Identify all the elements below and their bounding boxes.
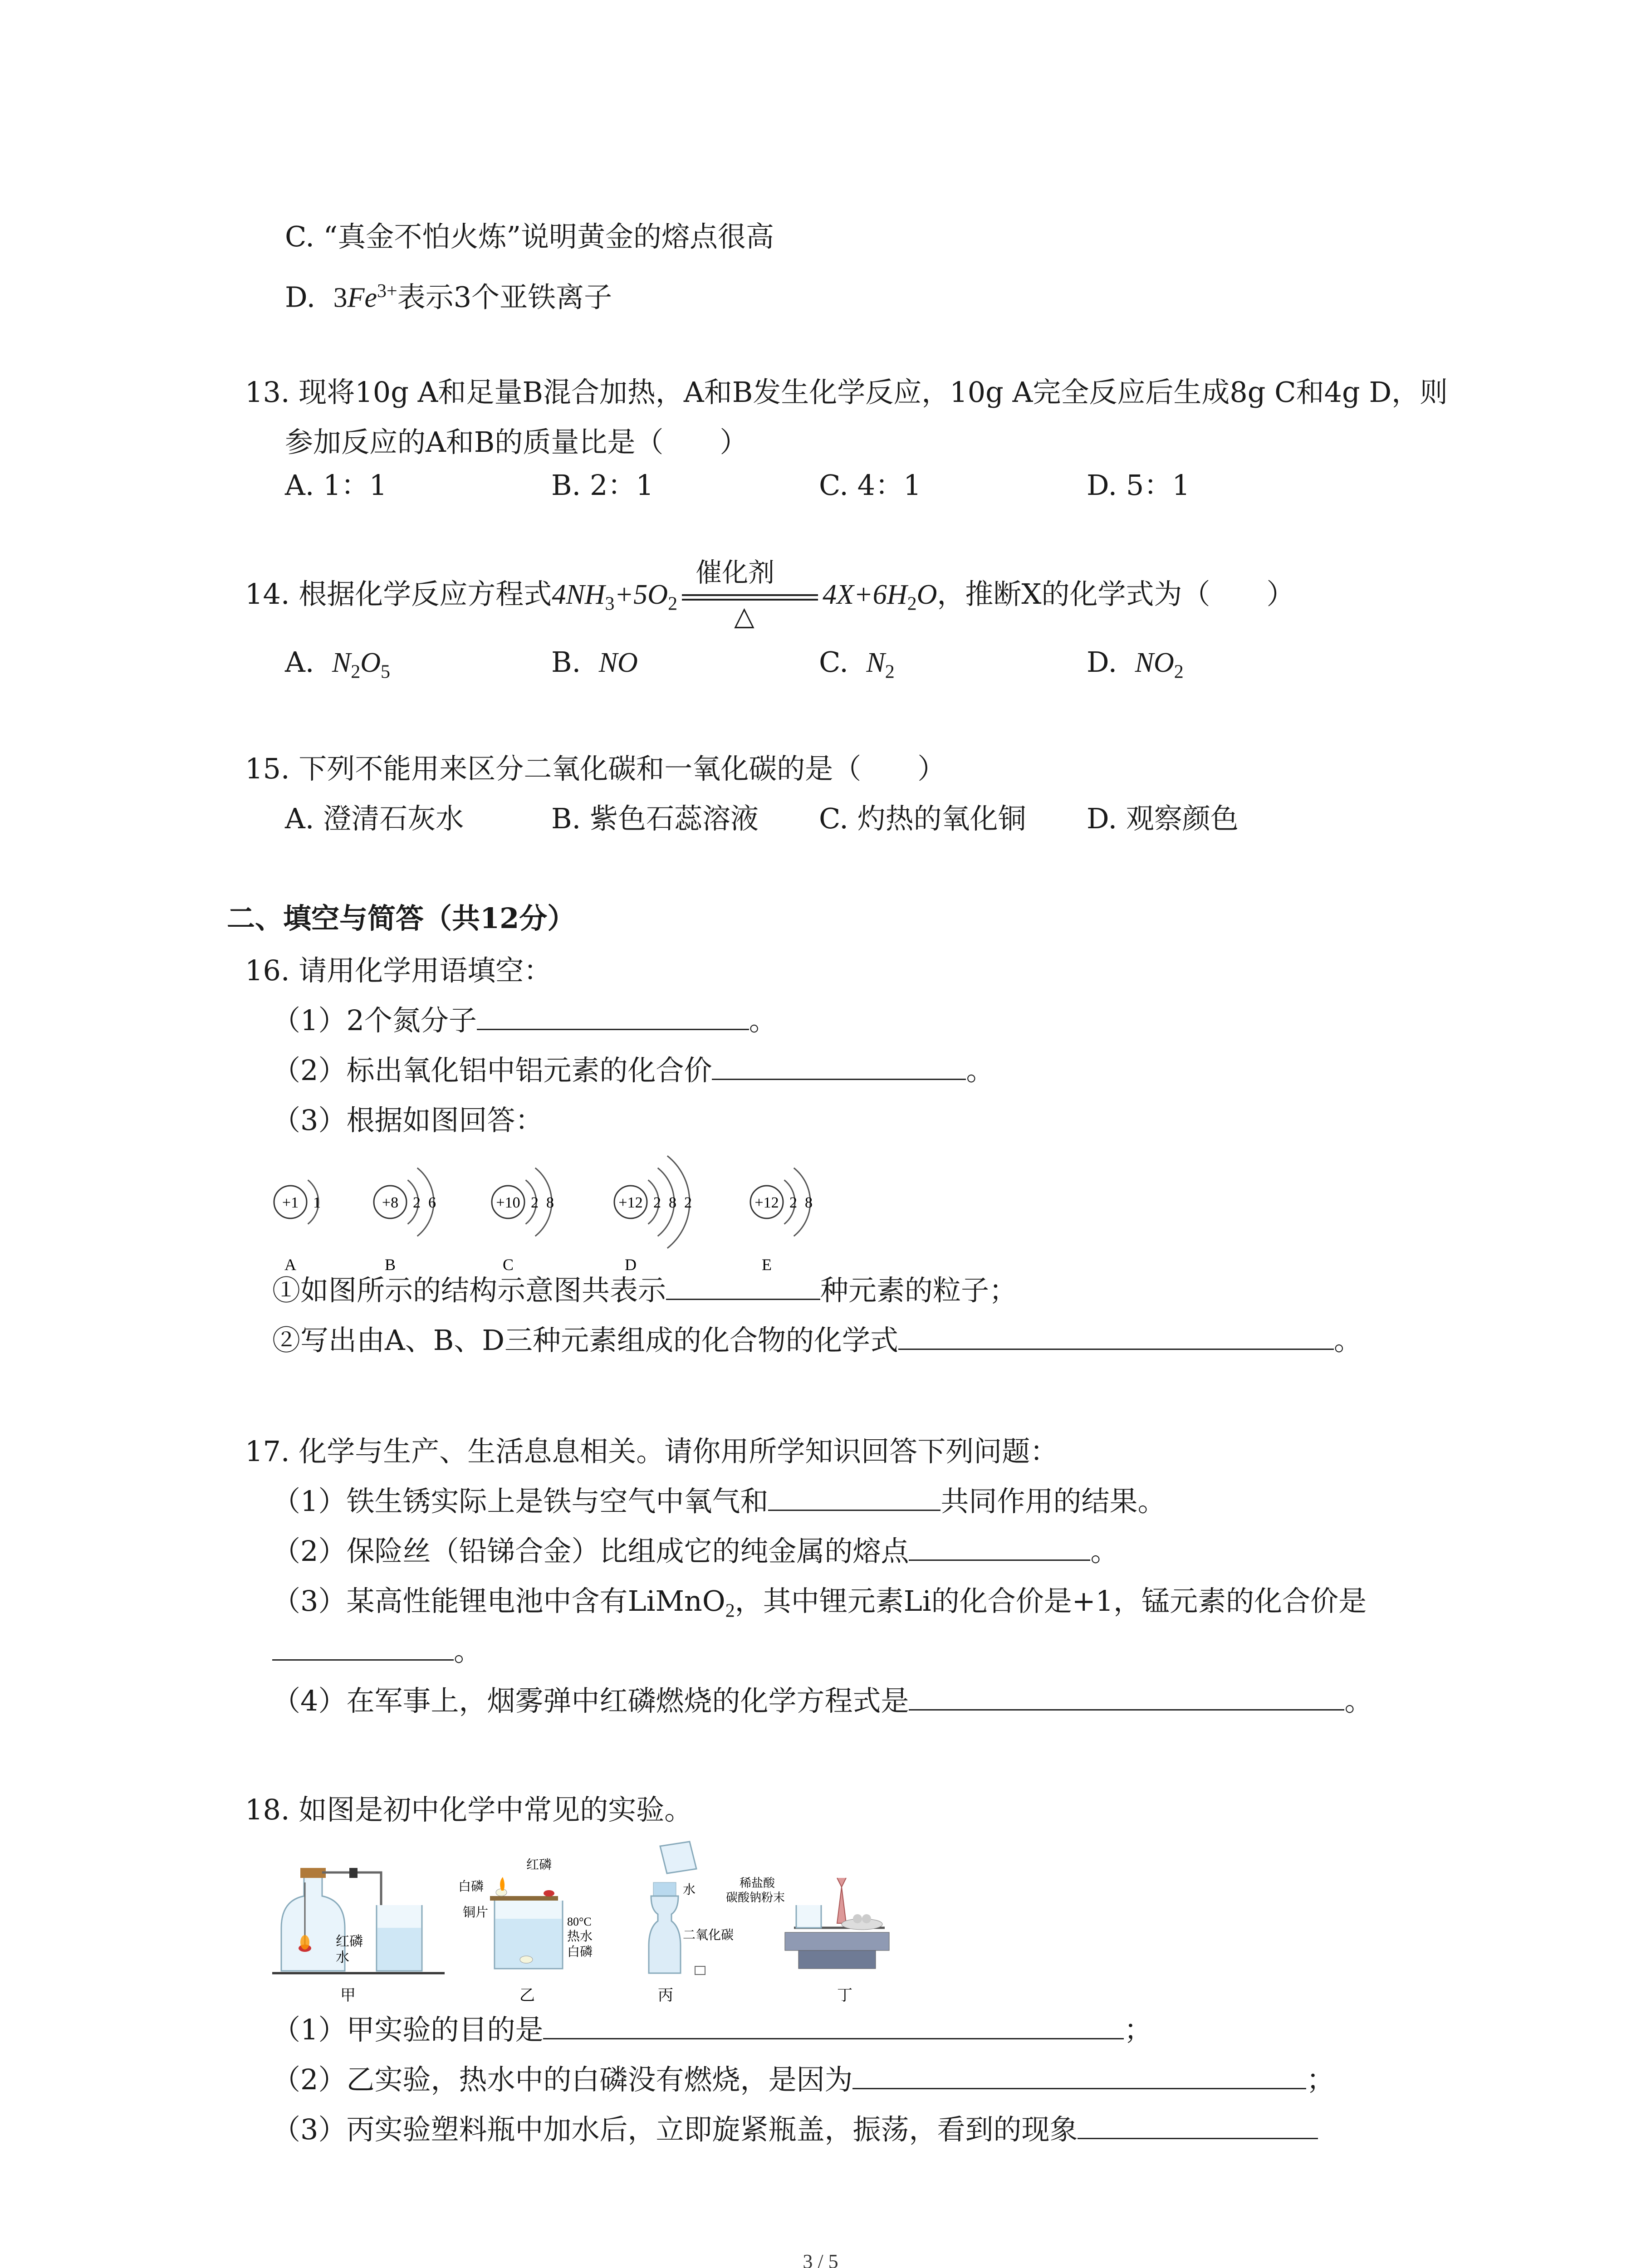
label-hcl: 稀盐酸 (740, 1877, 775, 1890)
label-bing: 丙 (658, 1987, 673, 2004)
label-jia: 甲 (340, 1987, 356, 2004)
section-title: 二、填空与简答（共12分） (227, 902, 576, 935)
atom-label: C (502, 1256, 514, 1274)
answer-blank[interactable] (909, 1683, 1344, 1711)
answer-blank[interactable] (898, 1322, 1334, 1350)
electron-count: 2 (413, 1194, 421, 1211)
answer-blank[interactable] (909, 1533, 1090, 1561)
atom-label: B (384, 1256, 396, 1274)
label-na2co3: 碳酸钠粉末 (726, 1891, 785, 1904)
q13-option-d: D. 5：1 (1087, 469, 1190, 502)
atom-diagram-e (750, 1168, 813, 1274)
q13-stem-line1: 13. 现将10g A和足量B混合加热，A和B发生化学反应，10g A完全反应后生成8g C和4g D，则 (245, 376, 1448, 409)
experiment-ding (726, 1877, 889, 2004)
q14-option-a: A. $N_2O_5$ (285, 645, 391, 683)
q17-part4: （4）在军事上，烟雾弹中红磷燃烧的化学方程式是 。 (272, 1683, 1372, 1719)
q16-part1: （1）2个氮分子 。 (272, 1002, 777, 1039)
label-water-2: 水 (683, 1883, 696, 1897)
label-copper-sheet: 铜片 (463, 1906, 489, 1920)
q17-stem: 17. 化学与生产、生活息息相关。请你用所学知识回答下列问题： (245, 1435, 1058, 1468)
q15-option-b: B. 紫色石蕊溶液 (551, 802, 759, 835)
atom-diagram-c (492, 1168, 554, 1274)
nuclear-charge: +12 (618, 1194, 643, 1211)
q17-part2: （2）保险丝（铅锑合金）比组成它的纯金属的熔点 。 (272, 1533, 1118, 1569)
q18-part2: （2）乙实验，热水中的白磷没有燃烧，是因为 ； (272, 2062, 1334, 2098)
q13-stem-line2: 参加反应的A和B的质量比是（ ） (285, 425, 748, 459)
atom-diagram-d (614, 1156, 692, 1274)
label-temperature: 80°C (567, 1915, 592, 1928)
answer-blank[interactable] (477, 1002, 749, 1030)
q15-option-d: D. 观察颜色 (1087, 802, 1239, 835)
q15-stem: 15. 下列不能用来区分二氧化碳和一氧化碳的是（ ） (245, 752, 946, 785)
experiment-bing (649, 1842, 734, 2004)
page-number: 3 / 5 (803, 2250, 838, 2268)
q14-option-b: B. NO (551, 645, 638, 679)
q16-sub2: ②写出由A、B、D三种元素组成的化合物的化学式 。 (272, 1322, 1362, 1359)
label-hot-water: 热水 (567, 1930, 593, 1944)
q13-option-b: B. 2：1 (551, 469, 654, 502)
nuclear-charge: +10 (496, 1194, 520, 1211)
heat-symbol: △ (734, 601, 754, 631)
catalyst-label: 催化剂 (696, 557, 775, 588)
q17-part3: （3）某高性能锂电池中含有LiMnO$_2$，其中锂元素Li的化合价是+1，锰元素的化合价是 (272, 1584, 1367, 1622)
experiment-yi (458, 1857, 593, 2004)
electron-count: 8 (546, 1194, 554, 1211)
label-water: 水 (336, 1950, 349, 1965)
atom-label: E (762, 1256, 772, 1274)
q18-part3: （3）丙实验塑料瓶中加水后，立即旋紧瓶盖，振荡，看到的现象 (272, 2112, 1318, 2148)
experiment-figure (272, 1837, 971, 2009)
label-red-phosphorus: 红磷 (336, 1934, 363, 1949)
q18-stem: 18. 如图是初中化学中常见的实验。 (245, 1793, 693, 1826)
electron-count: 2 (789, 1194, 797, 1211)
q12-option-c: C. “真金不怕火炼”说明黄金的熔点很高 (285, 220, 774, 253)
label-red-phosphorus-2: 红磷 (526, 1858, 552, 1872)
q14-stem: 14. 根据化学反应方程式$4NH_3+5O_2$ 催化剂 △ $4X+6H_2O$，推断X的化学式为（ ） (245, 576, 1294, 622)
q18-part1: （1）甲实验的目的是 ； (272, 2012, 1152, 2048)
nuclear-charge: +8 (382, 1194, 399, 1211)
answer-blank[interactable] (712, 1052, 966, 1080)
q17-part1: （1）铁生锈实际上是铁与空气中氧气和 共同作用的结果。 (272, 1483, 1166, 1520)
q13-option-c: C. 4：1 (819, 469, 921, 502)
answer-blank[interactable] (768, 1483, 941, 1511)
nuclear-charge: +12 (754, 1194, 779, 1211)
atom-diagram-a (274, 1180, 321, 1274)
label-co2: 二氧化碳 (683, 1928, 734, 1942)
q16-part2: （2）标出氧化铝中铝元素的化合价 。 (272, 1052, 994, 1089)
atom-label: D (625, 1256, 637, 1274)
q16-part3: （3）根据如图回答： (272, 1104, 544, 1137)
answer-blank[interactable] (852, 2062, 1306, 2089)
answer-blank[interactable] (543, 2012, 1124, 2039)
electron-count: 6 (428, 1194, 436, 1211)
atom-label: A (284, 1256, 296, 1274)
electron-count: 1 (313, 1194, 321, 1211)
q16-stem: 16. 请用化学用语填空： (245, 954, 552, 987)
label-yi: 乙 (519, 1987, 535, 2004)
atom-structure-diagram (272, 1152, 916, 1279)
label-white-phosphorus-2: 白磷 (567, 1945, 593, 1959)
q15-option-c: C. 灼热的氧化铜 (819, 802, 1026, 835)
label-white-phosphorus: 白磷 (458, 1880, 484, 1894)
answer-blank[interactable] (666, 1272, 820, 1300)
electron-count: 2 (684, 1194, 692, 1211)
experiment-jia (272, 1868, 445, 2004)
equals-line-top (682, 594, 818, 596)
q14-option-c: C. $N_2$ (819, 645, 895, 683)
electron-count: 2 (531, 1194, 539, 1211)
q13-option-a: A. 1：1 (285, 469, 387, 502)
electron-count: 2 (653, 1194, 661, 1211)
electron-count: 8 (805, 1194, 813, 1211)
q14-option-d: D. $NO_2$ (1087, 645, 1184, 683)
q12-option-d: D. $3Fe^{3+}$表示3个亚铁离子 (285, 280, 612, 314)
atom-diagram-b (374, 1168, 436, 1274)
reaction-arrow (677, 557, 823, 631)
nuclear-charge: +1 (282, 1194, 299, 1211)
q16-sub1: ①如图所示的结构示意图共表示 种元素的粒子； (272, 1272, 1017, 1309)
q15-option-a: A. 澄清石灰水 (285, 802, 464, 835)
electron-count: 8 (669, 1194, 676, 1211)
label-ding: 丁 (837, 1987, 852, 2004)
answer-blank[interactable] (1078, 2112, 1318, 2139)
q17-part3-cont: 。 (272, 1633, 482, 1669)
answer-blank[interactable] (272, 1633, 454, 1661)
